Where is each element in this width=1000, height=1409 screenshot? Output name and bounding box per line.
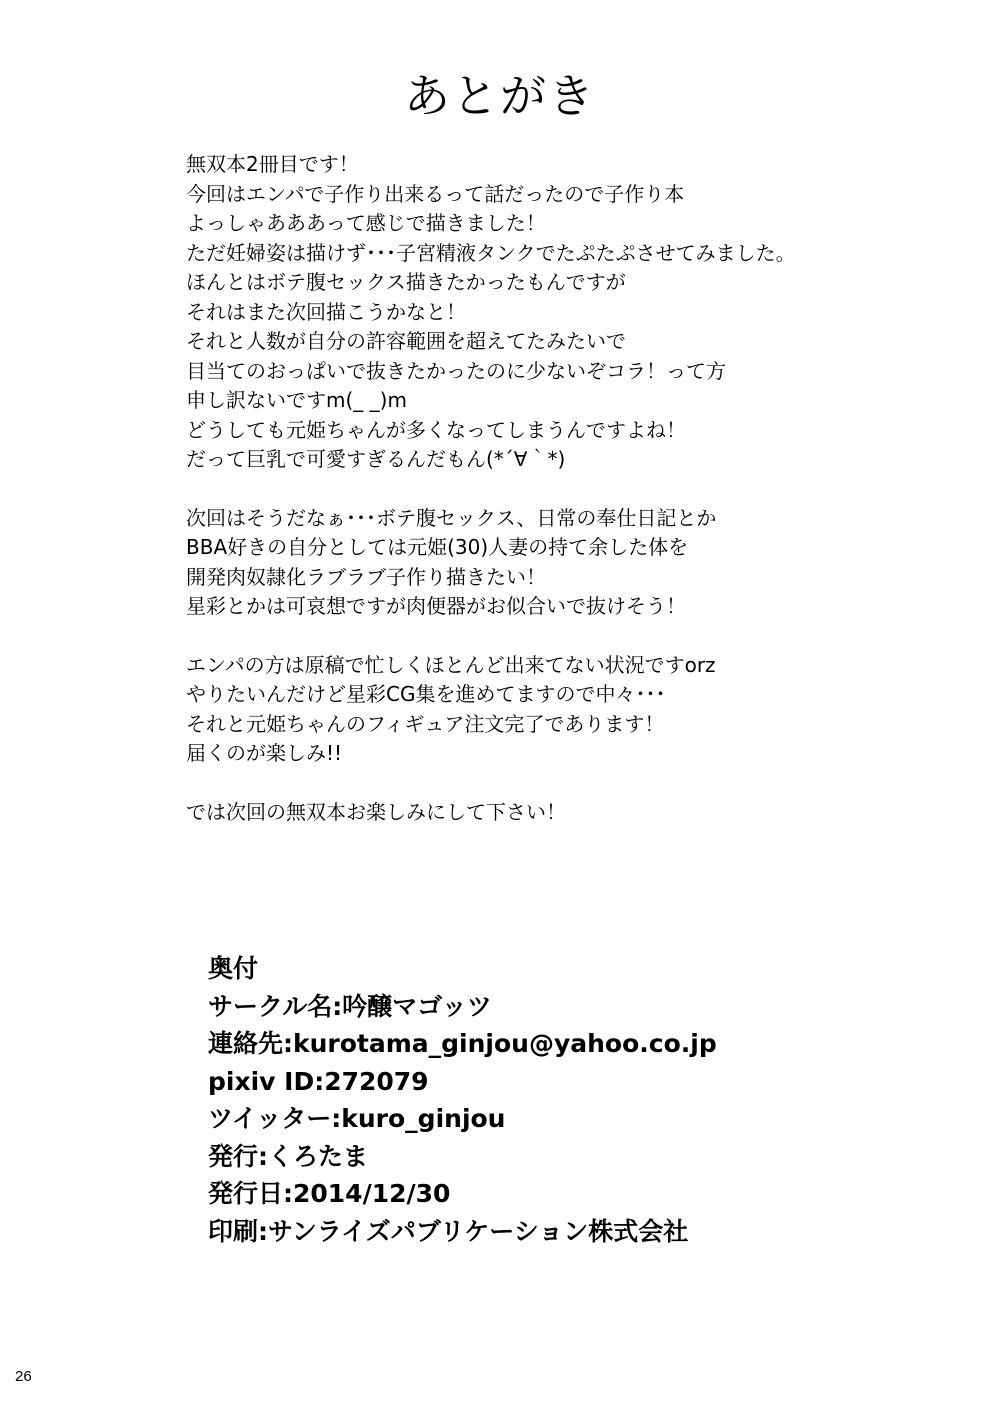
pixiv-id: pixiv ID:272079 [208,1066,429,1096]
text-line: 無双本2冊目です！ [186,152,359,176]
text-line: ただ妊婦姿は描けず･･･子宮精液タンクでたぷたぷさせてみました。 [186,240,796,265]
afterword-paragraph [186,651,966,769]
contact-email: 連絡先:kurotama_ginjou@yahoo.co.jp [208,1029,717,1058]
printer: 印刷:サンライズパブリケーション株式会社 [208,1216,689,1246]
afterword-paragraph [186,504,966,622]
afterword-paragraph [186,798,966,828]
page-number: 26 [15,1368,32,1385]
text-line: よっしゃあああって感じで描きました！ [186,211,546,235]
text-line: それと人数が自分の許容範囲を超えてたみたいで [186,329,626,353]
text-line: だって巨乳で可愛すぎるんだもん(*´∀｀*) [186,447,566,471]
text-line: 開発肉奴隷化ラブラブ子作り描きたい！ [186,564,546,589]
twitter-handle: ツイッター:kuro_ginjou [208,1104,506,1133]
text-line: 目当てのおっぱいで抜きたかったのに少ないぞコラ！って方 [186,358,726,383]
publish-date: 発行日:2014/12/30 [208,1179,451,1208]
text-line: 今回はエンパで子作り出来るって話だったので子作り本 [186,181,685,206]
text-line: BBA好きの自分としては元姫(30)人妻の持て余した体を [186,535,689,559]
text-line: やりたいんだけど星彩CG集を進めてますので中々･･･ [186,682,666,706]
text-line: 星彩とかは可哀想ですが肉便器がお似合いで抜けそう！ [186,594,686,618]
text-line: では次回の無双本お楽しみにして下さい！ [186,799,566,824]
text-line: 申し訳ないですm(_ _)m [186,388,407,412]
text-line: どうしても元姫ちゃんが多くなってしまうんですよね！ [186,417,686,442]
text-line: 届くのが楽しみ!! [186,741,343,765]
page-title: あとがき [404,69,596,123]
circle-name: サークル名:吟醸マゴッツ [208,991,492,1021]
afterword-body [186,150,966,856]
afterword-paragraph [186,150,966,475]
text-line: それと元姫ちゃんのフィギュア注文完了であります！ [186,711,665,736]
text-line: エンパの方は原稿で忙しくほとんど出来てない状況ですorz [186,652,716,677]
publisher: 発行:くろたま [208,1141,368,1171]
colophon-heading: 奥付 [208,954,259,983]
colophon [208,950,948,1250]
text-line: 次回はそうだなぁ･･･ボテ腹セックス、日常の奉仕日記とか [186,505,717,530]
text-line: それはまた次回描こうかなと！ [186,299,466,324]
text-line: ほんとはボテ腹セックス描きたかったもんですが [186,270,626,294]
